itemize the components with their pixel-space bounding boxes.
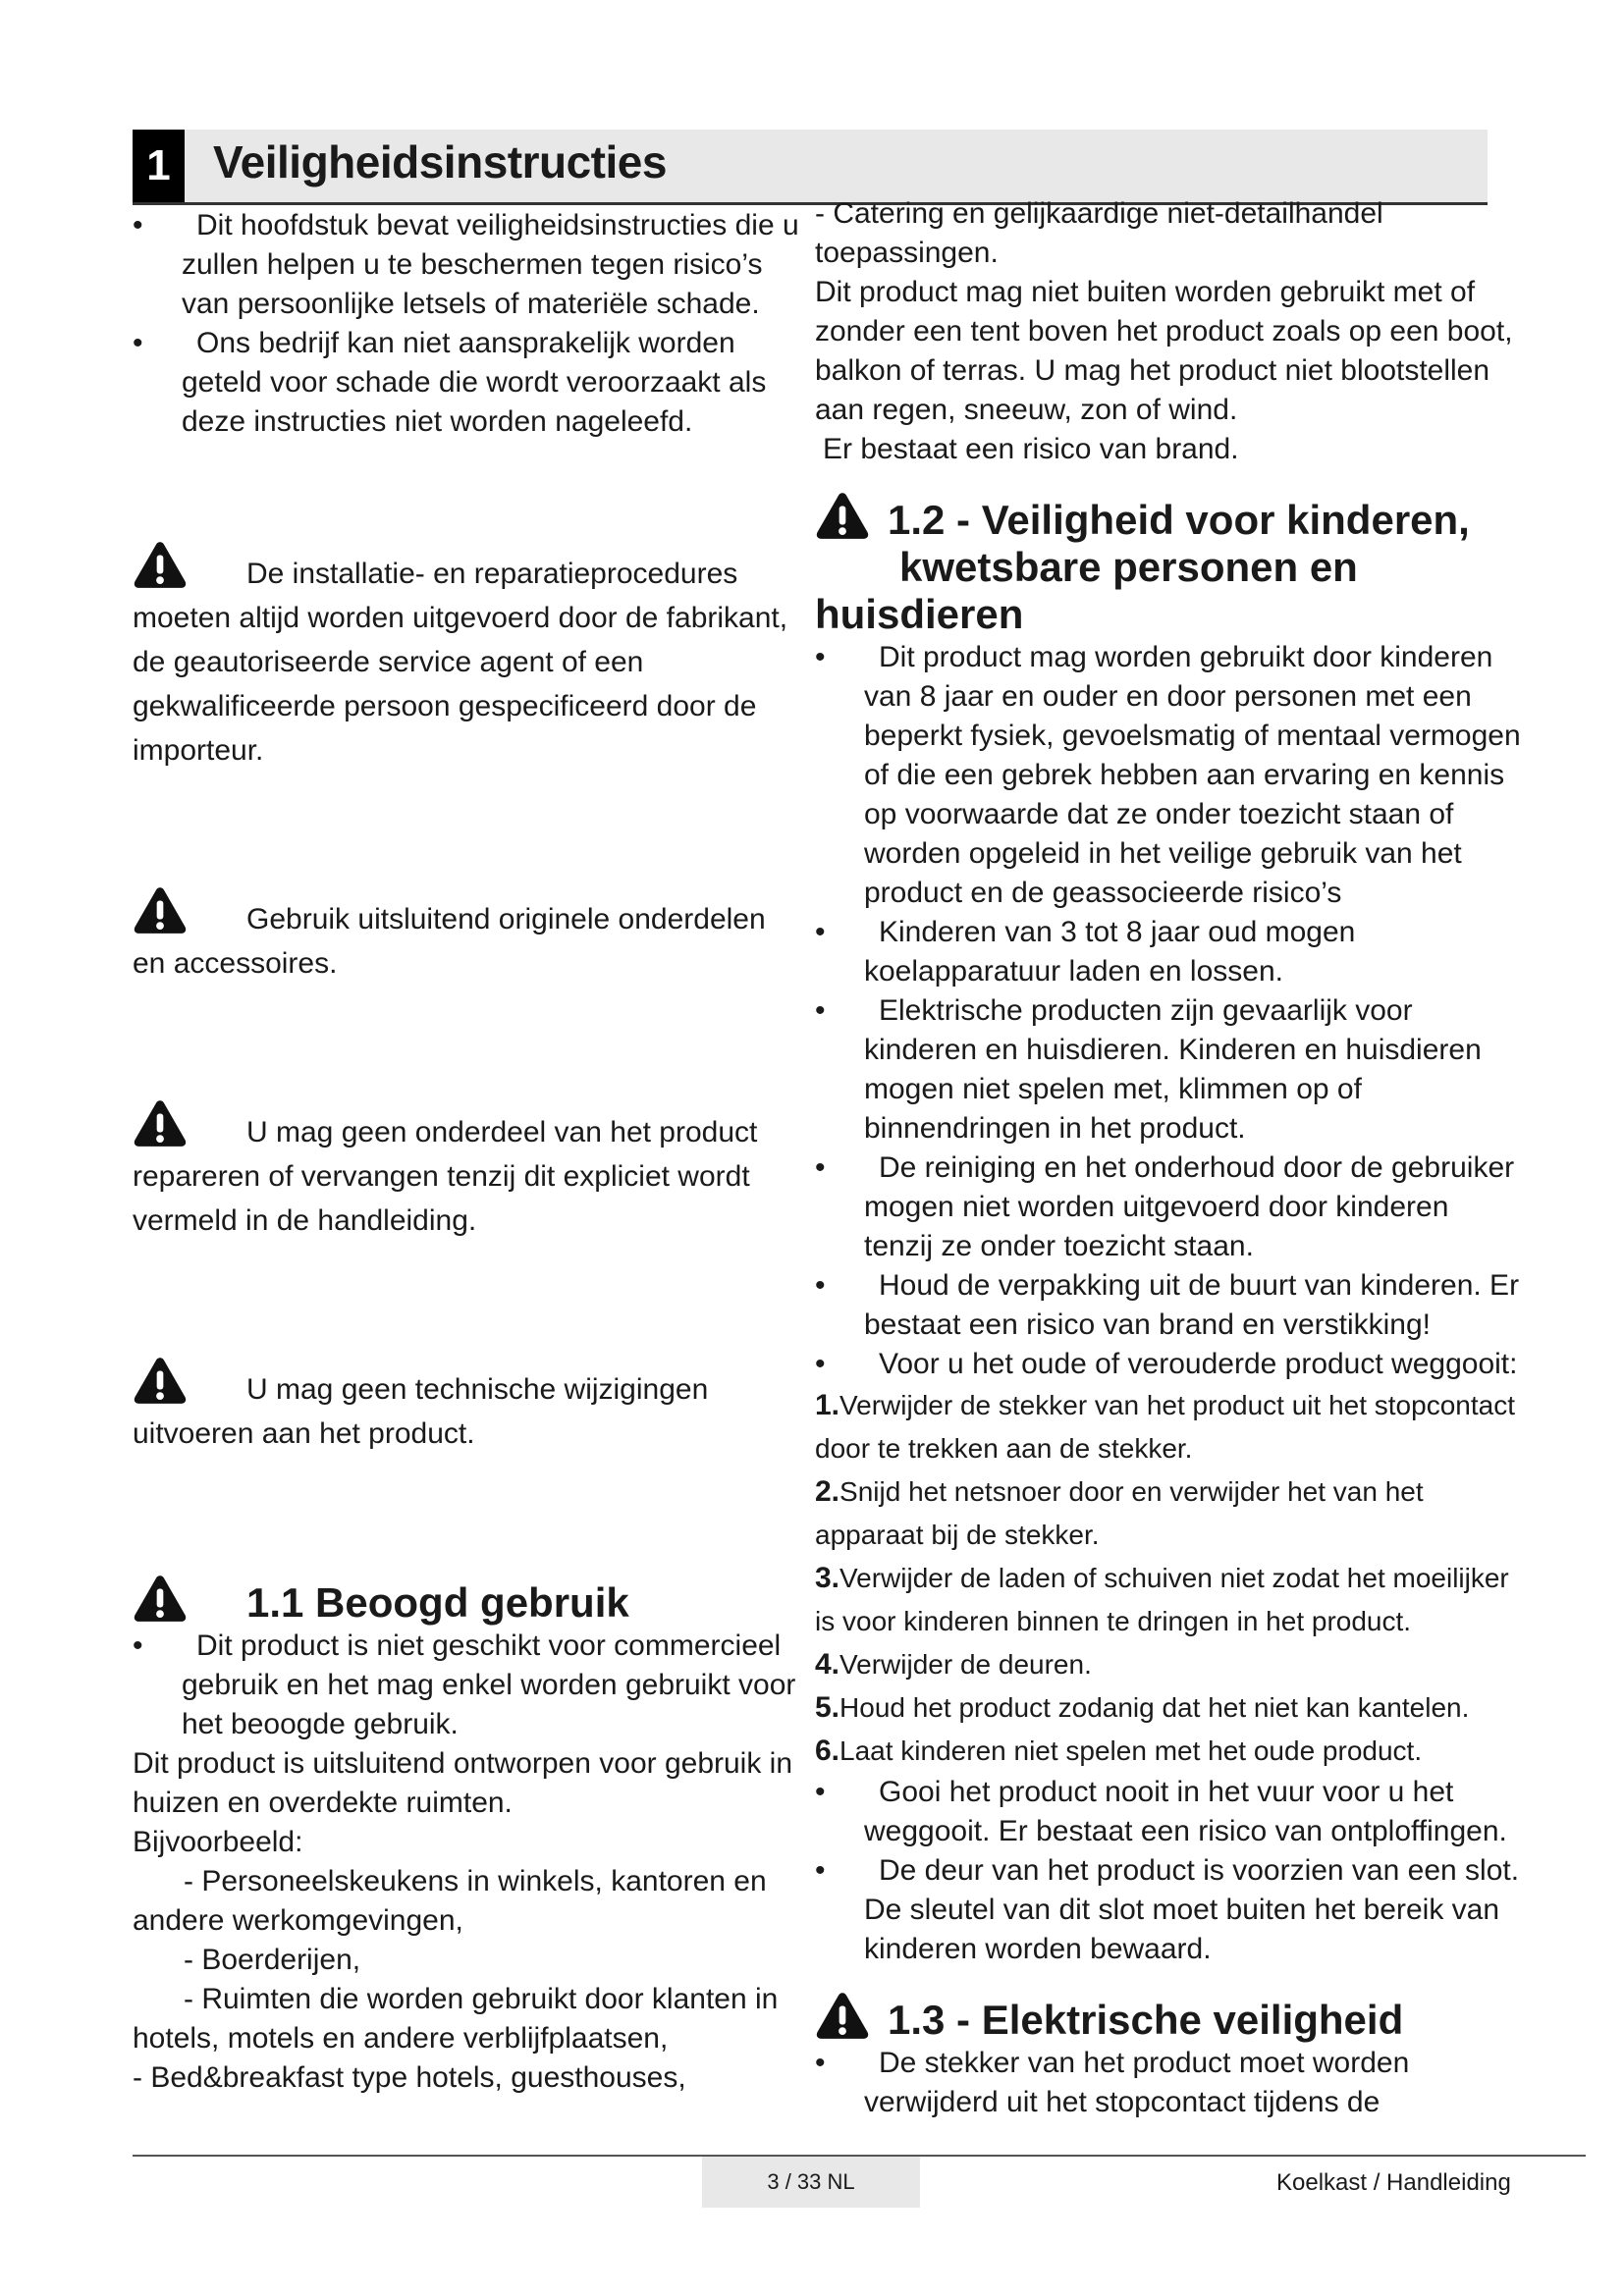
section-bullet: • De deur van het product is voorzien van een slot. De sleutel van dit slot moet buiten het bereik van kinderen worden bewaard. [815,1851,1522,1969]
section-bullet: • Houd de verpakking uit de buurt van kinderen. Er bestaat een risico van brand en verstikking! [815,1266,1522,1345]
warning-icon [133,1098,188,1148]
chapter-number: 1 [133,130,185,202]
intro-bullet: • Dit hoofdstuk bevat veiligheidsinstructies die u zullen helpen u te beschermen tegen risico’s van persoonlijke letsels of materiële schade. [133,206,800,324]
section-bullet: • De stekker van het product moet worden verwijderd uit het stopcontact tijdens de [815,2044,1522,2122]
warning-icon [815,1991,870,2040]
warning-icon [133,885,188,934]
step-item: 6.Laat kinderen niet spelen met het oude product. [815,1735,1423,1767]
example-item: - Bed&breakfast type hotels, guesthouses, [133,2061,686,2094]
section-bullet: • Dit product mag worden gebruikt door kinderen van 8 jaar en ouder en door personen met een beperkt fysiek, gevoelsmatig of mentaal vermogen of die een gebrek hebben aan ervaring en kennis op voorwaarde dat ze onder toezicht staan of worden opgeleid in het veilige gebruik van het product en de geassocieerde risico’s [815,638,1522,913]
warning-block: Gebruik uitsluitend originele onderdelen en accessoires. [133,885,800,986]
continued-text: - Catering en gelijkaardige niet-detailhandel toepassingen. [815,197,1383,269]
continued-text: Er bestaat een risico van brand. [823,433,1239,465]
page-number: 3 / 33 NL [702,2157,920,2208]
warning-icon [815,491,870,540]
left-column [133,206,800,2098]
section-bullet: • Elektrische producten zijn gevaarlijk voor kinderen en huisdieren. Kinderen en huisdieren mogen niet spelen met, klimmen op of binnendringen in het product. [815,991,1522,1148]
warning-block: U mag geen onderdeel van het product repareren of vervangen tenzij dit expliciet wordt vermeld in de handleiding. [133,1098,800,1243]
section-heading-1-2: 1.2 - Veiligheid voor kinderen, kwetsbare personen en huisdieren [815,491,1522,638]
example-item: - Personeelskeukens in winkels, kantoren en andere werkomgevingen, [133,1865,767,1937]
section-heading-1-3: 1.3 - Elektrische veiligheid [815,1991,1522,2044]
section-bullet: • De reiniging en het onderhoud door de gebruiker mogen niet worden uitgevoerd door kinderen tenzij ze onder toezicht staan. [815,1148,1522,1266]
example-item: - Ruimten die worden gebruikt door klanten in hotels, motels en andere verblijfplaatsen, [133,1983,779,2055]
warning-icon [133,1574,188,1623]
section-bullet: • Kinderen van 3 tot 8 jaar oud mogen koelapparatuur laden en lossen. [815,913,1522,991]
section-bullet: • Voor u het oude of verouderde product weggooit: [815,1345,1522,1384]
warning-block: De installatie- en reparatieprocedures moeten altijd worden uitgevoerd door de fabrikant, de geautoriseerde service agent of een gekwalificeerde persoon gespecificeerd door de importeur. [133,540,800,773]
disposal-steps [815,1384,1522,1773]
warning-block: U mag geen technische wijzigingen uitvoeren aan het product. [133,1356,800,1456]
step-item: 5.Houd het product zodanig dat het niet kan kantelen. [815,1691,1470,1724]
continued-text: Dit product mag niet buiten worden gebruikt met of zonder een tent boven het product zoals op een boot, balkon of terras. U mag het product niet blootstellen aan regen, sneeuw, zon of wind. [815,276,1513,426]
section-bullet: • Gooi het product nooit in het vuur voor u het weggooit. Er bestaat een risico van ontploffingen. [815,1773,1522,1851]
example-item: - Boerderijen, [184,1944,361,1976]
section-paragraph: Dit product is uitsluitend ontworpen voor gebruik in huizen en overdekte ruimten. [133,1747,793,1819]
chapter-title: Veiligheidsinstructies [213,136,667,187]
right-column [815,194,1522,2122]
step-item: 3.Verwijder de laden of schuiven niet zodat het moeilijker is voor kinderen binnen te dringen in het product. [815,1562,1509,1636]
example-label: Bijvoorbeeld: [133,1826,303,1858]
warning-icon [133,1356,188,1405]
step-item: 2.Snijd het netsnoer door en verwijder het van het apparaat bij de stekker. [815,1475,1424,1550]
section-bullet: • Dit product is niet geschikt voor commercieel gebruik en het mag enkel worden gebruikt voor het beoogde gebruik. [133,1627,800,1744]
footer-title: Koelkast / Handleiding [1276,2169,1511,2196]
step-item: 1.Verwijder de stekker van het product uit het stopcontact door te trekken aan de stekker. [815,1389,1515,1464]
section-heading-1-1: 1.1 Beoogd gebruik [133,1574,800,1627]
step-item: 4.Verwijder de deuren. [815,1648,1092,1681]
intro-bullet: • Ons bedrijf kan niet aansprakelijk worden geteld voor schade die wordt veroorzaakt als deze instructies niet worden nageleefd. [133,324,800,442]
warning-icon [133,540,188,589]
